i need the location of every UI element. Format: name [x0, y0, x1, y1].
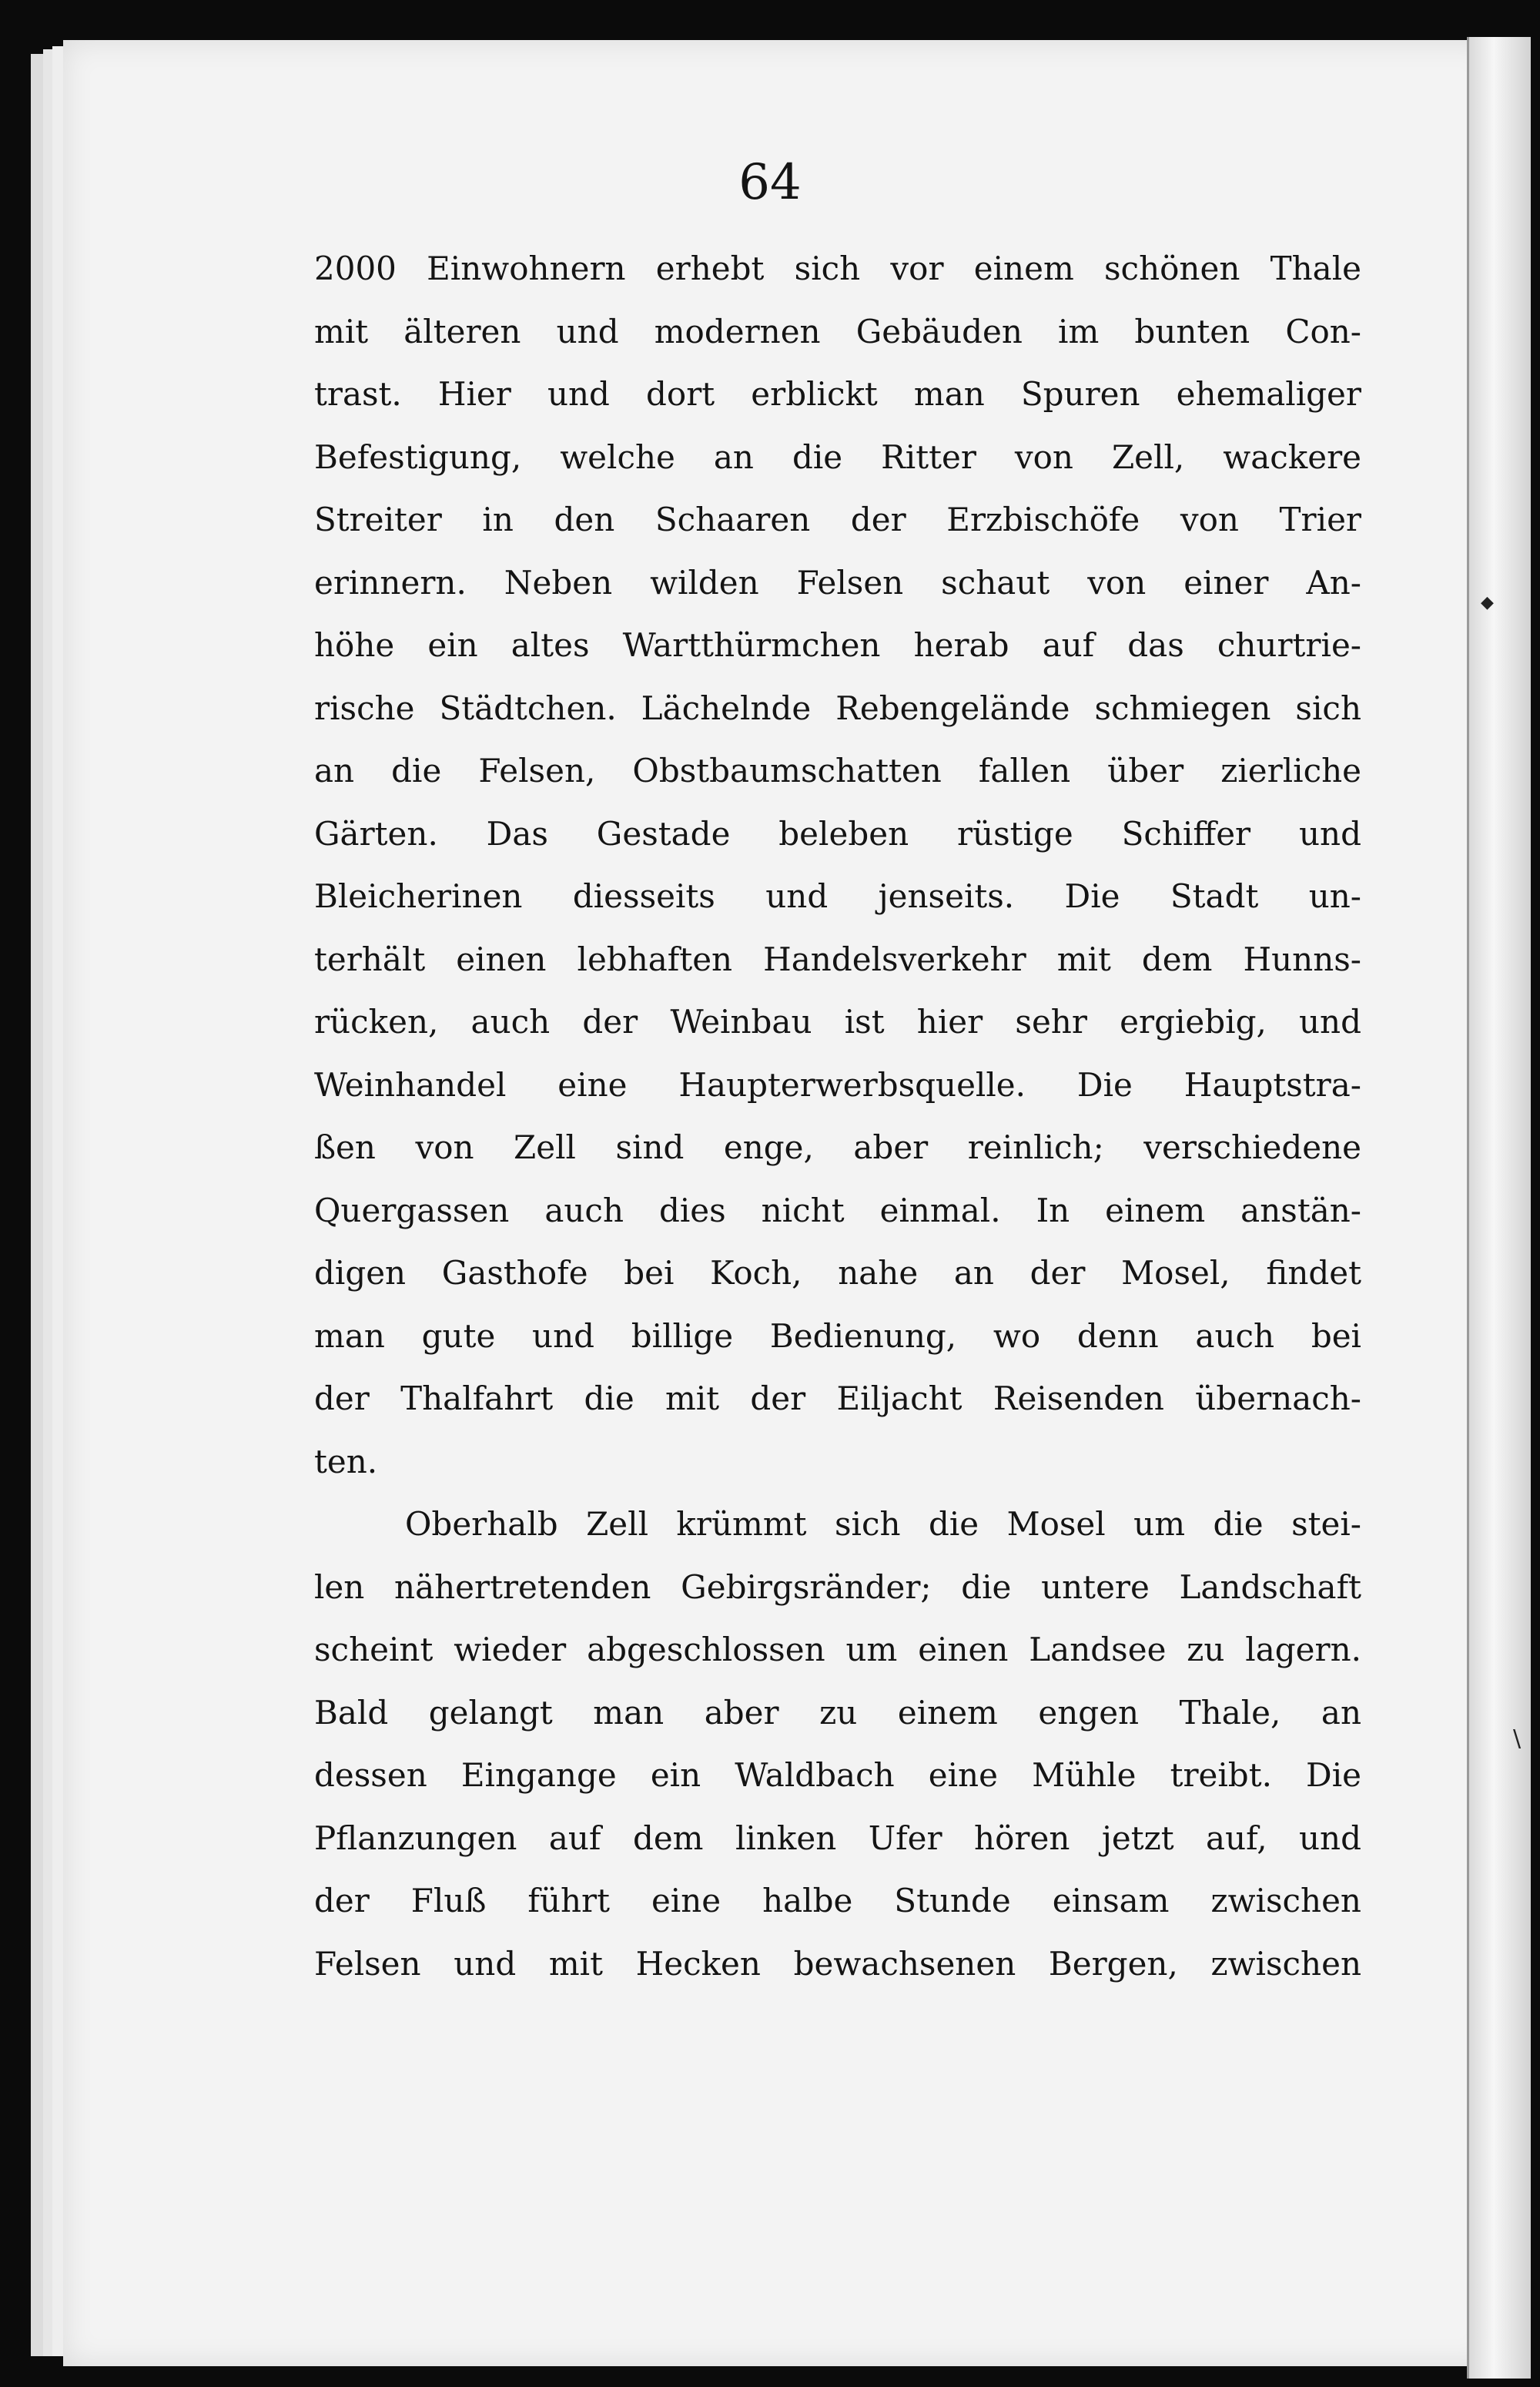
page-number: 64	[738, 154, 802, 211]
text-line: Felsen und mit Hecken bewachsenen Bergen, zwischen	[314, 1944, 1361, 1983]
text-line: digen Gasthofe bei Koch, nahe an der Mosel, findet	[314, 1254, 1361, 1292]
margin-mark: ◆	[1481, 593, 1494, 612]
text-line: dessen Eingange ein Waldbach eine Mühle treibt. Die	[314, 1756, 1361, 1794]
text-line: ten.	[314, 1442, 378, 1480]
text-line: rücken, auch der Weinbau ist hier sehr ergiebig, und	[314, 1003, 1361, 1041]
text-line: Quergassen auch dies nicht einmal. In einem anstän-	[314, 1191, 1361, 1229]
text-line: Befestigung, welche an die Ritter von Zell, wackere	[314, 438, 1361, 476]
text-line: Oberhalb Zell krümmt sich die Mosel um die stei-	[405, 1505, 1361, 1543]
text-line: Pflanzungen auf dem linken Ufer hören jetzt auf, und	[314, 1819, 1361, 1857]
body-text	[314, 237, 1361, 1995]
text-line: 2000 Einwohnern erhebt sich vor einem schönen Thale	[314, 250, 1361, 287]
text-line: der Fluß führt eine halbe Stunde einsam zwischen	[314, 1882, 1361, 1919]
text-line: scheint wieder abgeschlossen um einen Landsee zu lagern.	[314, 1631, 1361, 1668]
text-line: an die Felsen, Obstbaumschatten fallen über zierliche	[314, 752, 1361, 790]
text-line: terhält einen lebhaften Handelsverkehr mit dem Hunns-	[314, 940, 1361, 978]
text-line: der Thalfahrt die mit der Eiljacht Reisenden übernach-	[314, 1380, 1361, 1417]
text-line: Bald gelangt man aber zu einem engen Thale, an	[314, 1693, 1361, 1732]
margin-mark: \	[1513, 1725, 1522, 1752]
text-line: len nähertretenden Gebirgsränder; die untere Landschaft	[314, 1567, 1361, 1606]
text-line: ßen von Zell sind enge, aber reinlich; verschiedene	[314, 1128, 1361, 1166]
text-line: Weinhandel eine Haupterwerbsquelle. Die Hauptstra-	[314, 1065, 1361, 1104]
text-line: höhe ein altes Wartthürmchen herab auf das churtrie-	[314, 626, 1361, 664]
text-line: man gute und billige Bedienung, wo denn auch bei	[314, 1316, 1361, 1355]
text-line: mit älteren und modernen Gebäuden im bunten Con-	[314, 312, 1361, 350]
text-line: Streiter in den Schaaren der Erzbischöfe von Trier	[314, 501, 1361, 538]
text-line: Bleicherinen diesseits und jenseits. Die Stadt un-	[314, 877, 1361, 915]
text-line: trast. Hier und dort erblickt man Spuren ehemaliger	[314, 375, 1361, 413]
text-line: Gärten. Das Gestade beleben rüstige Schiffer und	[314, 814, 1361, 853]
text-line: erinnern. Neben wilden Felsen schaut von einer An-	[314, 563, 1361, 602]
text-line: rische Städtchen. Lächelnde Rebengelände schmiegen sich	[314, 689, 1361, 727]
next-page-curl	[1467, 37, 1531, 2379]
